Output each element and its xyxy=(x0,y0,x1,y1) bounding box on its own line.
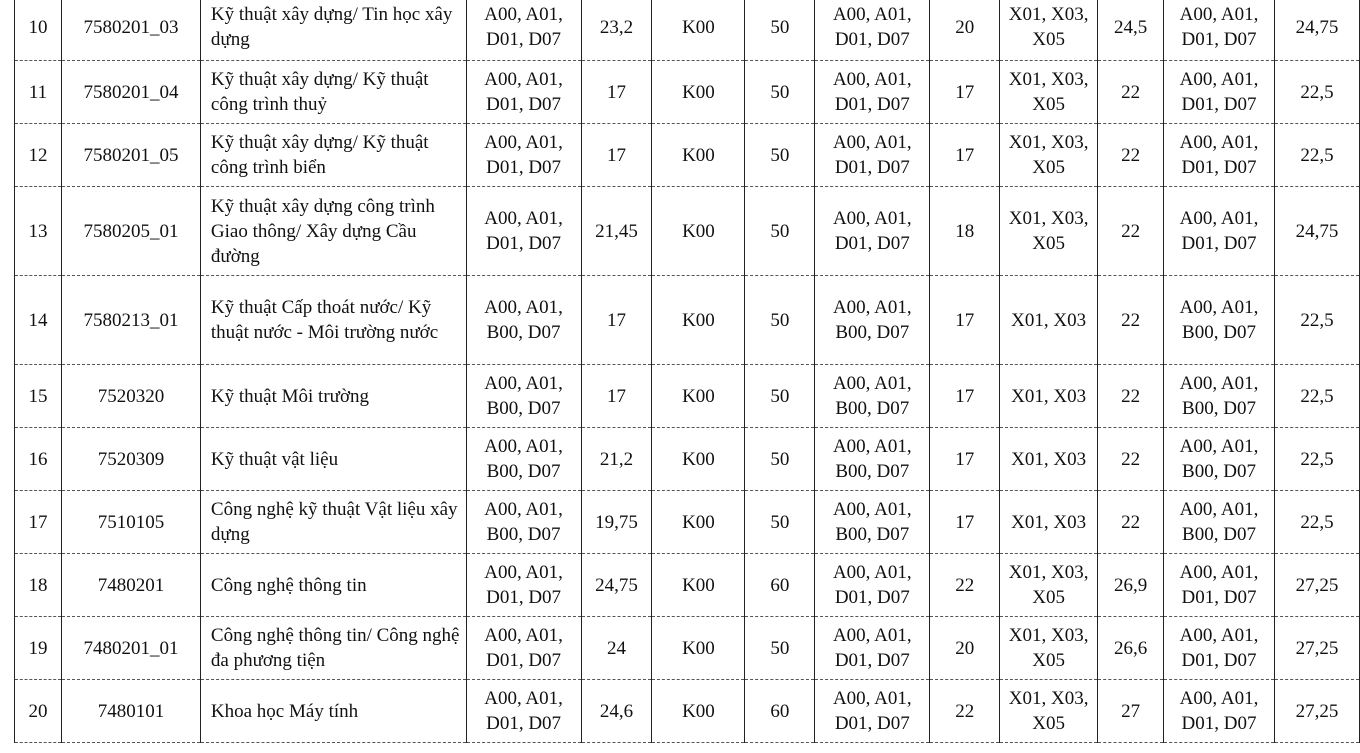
major-code-cell: 7480201 xyxy=(61,554,200,617)
score-cell-1: 24 xyxy=(581,617,652,680)
combo-cell-2: K00 xyxy=(652,187,745,276)
score-cell-1: 17 xyxy=(581,276,652,365)
table-row xyxy=(15,276,1360,365)
score-cell-1: 17 xyxy=(581,124,652,187)
combo-cell-2: K00 xyxy=(652,680,745,743)
combo-cell-5: A00, A01, D01, D07 xyxy=(1164,617,1275,680)
score-cell-1: 17 xyxy=(581,365,652,428)
combo-cell-1: A00, A01, B00, D07 xyxy=(466,428,581,491)
combo-cell-2: K00 xyxy=(652,428,745,491)
major-name-cell: Công nghệ thông tin xyxy=(200,554,466,617)
major-name-cell: Kỹ thuật xây dựng công trình Giao thông/ Xây dựng Cầu đường xyxy=(200,187,466,276)
combo-cell-3: A00, A01, B00, D07 xyxy=(815,365,930,428)
table-row xyxy=(15,0,1360,61)
score-cell-5: 22,5 xyxy=(1274,276,1359,365)
combo-cell-1: A00, A01, B00, D07 xyxy=(466,491,581,554)
major-name-cell: Công nghệ kỹ thuật Vật liệu xây dựng xyxy=(200,491,466,554)
major-name-cell: Kỹ thuật xây dựng/ Tin học xây dựng xyxy=(200,0,466,61)
combo-cell-5: A00, A01, B00, D07 xyxy=(1164,491,1275,554)
score-cell-3: 17 xyxy=(930,124,1000,187)
combo-cell-3: A00, A01, D01, D07 xyxy=(815,680,930,743)
combo-cell-1: A00, A01, D01, D07 xyxy=(466,61,581,124)
combo-cell-5: A00, A01, D01, D07 xyxy=(1164,554,1275,617)
major-code-cell: 7510105 xyxy=(61,491,200,554)
combo-cell-3: A00, A01, B00, D07 xyxy=(815,491,930,554)
major-name-cell: Khoa học Máy tính xyxy=(200,680,466,743)
score-cell-4: 22 xyxy=(1098,428,1164,491)
combo-cell-3: A00, A01, D01, D07 xyxy=(815,187,930,276)
score-cell-3: 17 xyxy=(930,365,1000,428)
major-code-cell: 7480201_01 xyxy=(61,617,200,680)
score-cell-2: 60 xyxy=(745,554,815,617)
combo-cell-5: A00, A01, B00, D07 xyxy=(1164,428,1275,491)
score-cell-4: 27 xyxy=(1098,680,1164,743)
combo-cell-3: A00, A01, B00, D07 xyxy=(815,276,930,365)
combo-cell-2: K00 xyxy=(652,124,745,187)
major-code-cell: 7520309 xyxy=(61,428,200,491)
combo-cell-2: K00 xyxy=(652,276,745,365)
combo-cell-2: K00 xyxy=(652,365,745,428)
combo-cell-2: K00 xyxy=(652,0,745,61)
combo-cell-5: A00, A01, D01, D07 xyxy=(1164,187,1275,276)
score-cell-5: 22,5 xyxy=(1274,491,1359,554)
combo-cell-3: A00, A01, D01, D07 xyxy=(815,554,930,617)
stt-cell: 11 xyxy=(15,61,62,124)
score-cell-4: 22 xyxy=(1098,491,1164,554)
combo-cell-1: A00, A01, D01, D07 xyxy=(466,680,581,743)
combo-cell-2: K00 xyxy=(652,617,745,680)
score-cell-4: 26,9 xyxy=(1098,554,1164,617)
combo-cell-3: A00, A01, D01, D07 xyxy=(815,61,930,124)
score-cell-4: 22 xyxy=(1098,365,1164,428)
score-cell-4: 26,6 xyxy=(1098,617,1164,680)
score-cell-3: 17 xyxy=(930,491,1000,554)
major-code-cell: 7580201_04 xyxy=(61,61,200,124)
combo-cell-4: X01, X03 xyxy=(1000,276,1098,365)
major-name-cell: Kỹ thuật xây dựng/ Kỹ thuật công trình thuỷ xyxy=(200,61,466,124)
score-cell-5: 24,75 xyxy=(1274,187,1359,276)
combo-cell-5: A00, A01, B00, D07 xyxy=(1164,365,1275,428)
score-cell-4: 22 xyxy=(1098,187,1164,276)
table-row xyxy=(15,554,1360,617)
score-cell-3: 18 xyxy=(930,187,1000,276)
combo-cell-2: K00 xyxy=(652,491,745,554)
combo-cell-1: A00, A01, D01, D07 xyxy=(466,187,581,276)
score-cell-3: 17 xyxy=(930,428,1000,491)
major-code-cell: 7480101 xyxy=(61,680,200,743)
table-row xyxy=(15,187,1360,276)
combo-cell-3: A00, A01, D01, D07 xyxy=(815,124,930,187)
table-row xyxy=(15,491,1360,554)
score-cell-4: 22 xyxy=(1098,61,1164,124)
major-name-cell: Kỹ thuật Môi trường xyxy=(200,365,466,428)
combo-cell-5: A00, A01, D01, D07 xyxy=(1164,61,1275,124)
combo-cell-4: X01, X03, X05 xyxy=(1000,554,1098,617)
score-cell-5: 22,5 xyxy=(1274,365,1359,428)
score-cell-5: 27,25 xyxy=(1274,617,1359,680)
major-code-cell: 7580201_05 xyxy=(61,124,200,187)
score-cell-3: 20 xyxy=(930,0,1000,61)
combo-cell-4: X01, X03, X05 xyxy=(1000,187,1098,276)
score-cell-3: 17 xyxy=(930,276,1000,365)
combo-cell-3: A00, A01, B00, D07 xyxy=(815,428,930,491)
score-cell-2: 50 xyxy=(745,0,815,61)
score-cell-1: 21,45 xyxy=(581,187,652,276)
score-cell-3: 17 xyxy=(930,61,1000,124)
score-cell-5: 24,75 xyxy=(1274,0,1359,61)
major-code-cell: 7580201_03 xyxy=(61,0,200,61)
score-cell-1: 19,75 xyxy=(581,491,652,554)
major-name-cell: Kỹ thuật xây dựng/ Kỹ thuật công trình biển xyxy=(200,124,466,187)
combo-cell-3: A00, A01, D01, D07 xyxy=(815,0,930,61)
score-cell-2: 50 xyxy=(745,428,815,491)
score-cell-1: 24,6 xyxy=(581,680,652,743)
admission-score-table xyxy=(14,0,1360,743)
major-name-cell: Kỹ thuật vật liệu xyxy=(200,428,466,491)
score-cell-5: 22,5 xyxy=(1274,428,1359,491)
stt-cell: 16 xyxy=(15,428,62,491)
combo-cell-4: X01, X03, X05 xyxy=(1000,124,1098,187)
score-cell-2: 50 xyxy=(745,491,815,554)
score-cell-1: 23,2 xyxy=(581,0,652,61)
stt-cell: 20 xyxy=(15,680,62,743)
score-cell-1: 17 xyxy=(581,61,652,124)
combo-cell-2: K00 xyxy=(652,554,745,617)
score-cell-4: 22 xyxy=(1098,124,1164,187)
combo-cell-1: A00, A01, D01, D07 xyxy=(466,0,581,61)
major-name-cell: Công nghệ thông tin/ Công nghệ đa phương tiện xyxy=(200,617,466,680)
table-row xyxy=(15,428,1360,491)
stt-cell: 10 xyxy=(15,0,62,61)
score-cell-5: 22,5 xyxy=(1274,61,1359,124)
score-cell-3: 22 xyxy=(930,680,1000,743)
combo-cell-5: A00, A01, D01, D07 xyxy=(1164,680,1275,743)
major-name-cell: Kỹ thuật Cấp thoát nước/ Kỹ thuật nước - Môi trường nước xyxy=(200,276,466,365)
stt-cell: 19 xyxy=(15,617,62,680)
combo-cell-1: A00, A01, D01, D07 xyxy=(466,124,581,187)
score-cell-5: 27,25 xyxy=(1274,554,1359,617)
stt-cell: 15 xyxy=(15,365,62,428)
table-row xyxy=(15,61,1360,124)
stt-cell: 12 xyxy=(15,124,62,187)
score-cell-2: 50 xyxy=(745,365,815,428)
stt-cell: 14 xyxy=(15,276,62,365)
stt-cell: 13 xyxy=(15,187,62,276)
combo-cell-5: A00, A01, D01, D07 xyxy=(1164,0,1275,61)
score-cell-1: 21,2 xyxy=(581,428,652,491)
score-cell-2: 50 xyxy=(745,61,815,124)
score-cell-2: 60 xyxy=(745,680,815,743)
combo-cell-4: X01, X03 xyxy=(1000,428,1098,491)
combo-cell-4: X01, X03, X05 xyxy=(1000,61,1098,124)
score-cell-4: 22 xyxy=(1098,276,1164,365)
major-code-cell: 7580205_01 xyxy=(61,187,200,276)
combo-cell-2: K00 xyxy=(652,61,745,124)
combo-cell-1: A00, A01, B00, D07 xyxy=(466,276,581,365)
combo-cell-1: A00, A01, D01, D07 xyxy=(466,554,581,617)
combo-cell-1: A00, A01, B00, D07 xyxy=(466,365,581,428)
score-cell-4: 24,5 xyxy=(1098,0,1164,61)
score-cell-1: 24,75 xyxy=(581,554,652,617)
score-cell-3: 22 xyxy=(930,554,1000,617)
score-cell-2: 50 xyxy=(745,124,815,187)
combo-cell-4: X01, X03 xyxy=(1000,491,1098,554)
score-cell-5: 27,25 xyxy=(1274,680,1359,743)
score-cell-2: 50 xyxy=(745,617,815,680)
combo-cell-4: X01, X03 xyxy=(1000,365,1098,428)
score-cell-3: 20 xyxy=(930,617,1000,680)
table-row xyxy=(15,124,1360,187)
combo-cell-5: A00, A01, B00, D07 xyxy=(1164,276,1275,365)
combo-cell-4: X01, X03, X05 xyxy=(1000,617,1098,680)
combo-cell-5: A00, A01, D01, D07 xyxy=(1164,124,1275,187)
score-cell-2: 50 xyxy=(745,187,815,276)
combo-cell-4: X01, X03, X05 xyxy=(1000,680,1098,743)
table-row xyxy=(15,365,1360,428)
combo-cell-4: X01, X03, X05 xyxy=(1000,0,1098,61)
table-row xyxy=(15,617,1360,680)
table-row xyxy=(15,680,1360,743)
major-code-cell: 7520320 xyxy=(61,365,200,428)
combo-cell-3: A00, A01, D01, D07 xyxy=(815,617,930,680)
stt-cell: 17 xyxy=(15,491,62,554)
stt-cell: 18 xyxy=(15,554,62,617)
major-code-cell: 7580213_01 xyxy=(61,276,200,365)
score-cell-2: 50 xyxy=(745,276,815,365)
score-cell-5: 22,5 xyxy=(1274,124,1359,187)
combo-cell-1: A00, A01, D01, D07 xyxy=(466,617,581,680)
